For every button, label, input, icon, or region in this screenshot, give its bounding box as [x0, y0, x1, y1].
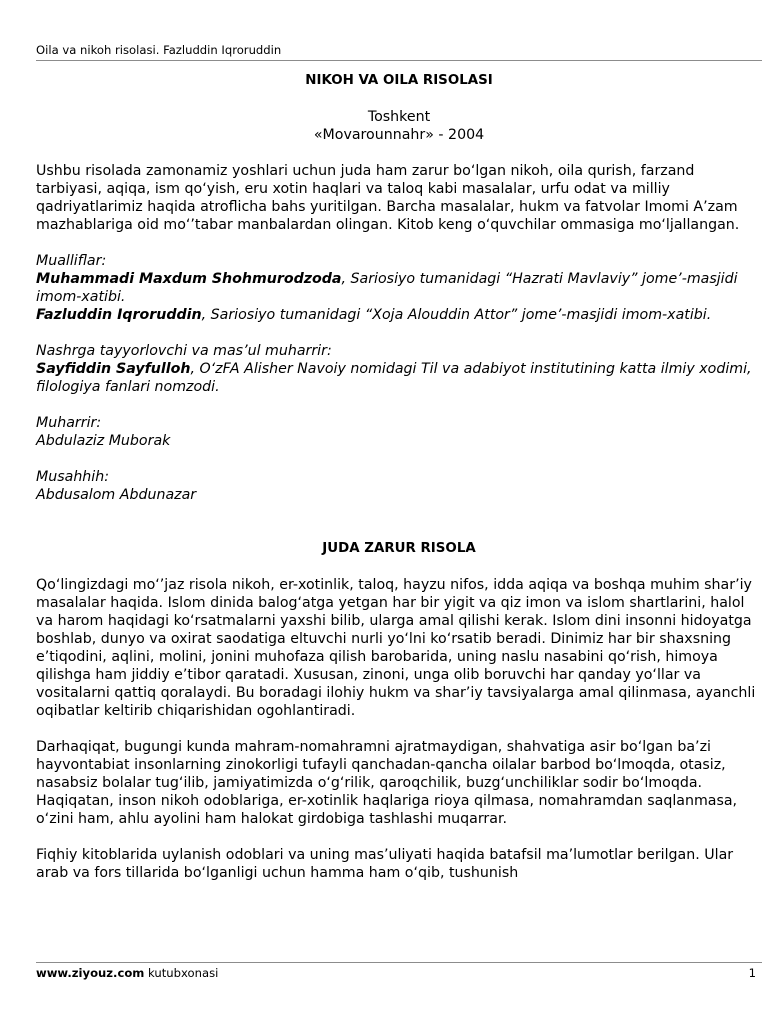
- document-title: NIKOH VA OILA RISOLASI: [305, 73, 493, 88]
- document-page: [36, 0, 762, 1024]
- authors-label: Mualliflar:: [36, 253, 107, 269]
- editor-label: Muharrir:: [36, 415, 102, 431]
- footer-divider: [36, 962, 762, 963]
- author-description: , Sariosiyo tumanidagi “Xoja Alouddin Attor” jome’-masjidi imom-xatibi.: [201, 307, 712, 323]
- body-paragraph: Fiqhiy kitoblarida uylanish odoblari va uning mas’uliyati haqida batafsil ma’lumotlar berilgan. Ular arab va fors tillarida bo‘lganligi uchun hamma ham o‘qib, tushunish: [36, 847, 734, 881]
- preparer-description: , O‘zFA Alisher Navoiy nomidagi Til va adabiyot institutining katta ilmiy xodimi, filologiya fanlari nomzodi.: [36, 361, 752, 395]
- author-name: Fazluddin Iqroruddin: [36, 307, 202, 323]
- author-entry: [36, 306, 762, 324]
- preparer-name: Sayfiddin Sayfulloh: [36, 361, 191, 377]
- footer-library-label: kutubxonasi: [144, 966, 219, 980]
- section-title: JUDA ZARUR RISOLA: [322, 541, 476, 556]
- corrector-label: Musahhih:: [36, 469, 110, 485]
- author-name: Muhammadi Maxdum Shohmurodzoda: [36, 271, 342, 287]
- page-number: 1: [748, 966, 756, 980]
- editor-name: Abdulaziz Muborak: [36, 433, 171, 449]
- page-content: [36, 72, 762, 882]
- running-header: Oila va nikoh risolasi. Fazluddin Iqroruddin: [36, 43, 282, 57]
- body-paragraph: Darhaqiqat, bugungi kunda mahram-nomahramni ajratmaydigan, shahvatiga asir bo‘lgan ba’zi hayvontabiat insonlarning zinokorligi tufayli qanchadan-qancha oilalar barbod bo‘lmoqda, otasiz, nasabsiz bolalar tug‘ilib, jamiyatimizda o‘g‘rilik, qaroqchilik, buzg‘unchiliklar sodir bo‘lmoqda. Haqiqatan, inson nikoh odoblariga, er-xotinlik haqlariga rioya qilmasa, nomahramdan saqlanmasa, o‘zini ham, ahlu ayolini ham halokat girdobiga tashlashi muqarrar.: [36, 739, 738, 827]
- author-entry: [36, 270, 762, 306]
- preparer-label: Nashrga tayyorlovchi va mas’ul muharrir:: [36, 343, 332, 359]
- footer-site-link[interactable]: www.ziyouz.com: [36, 966, 145, 980]
- intro-paragraph: Ushbu risolada zamonamiz yoshlari uchun juda ham zarur bo‘lgan nikoh, oila qurish, farzand tarbiyasi, aqiqa, ism qo‘yish, eru xotin haqlari va taloq kabi masalalar, urfu odat va milliy qadriyatlarimiz haqida atroflicha bahs yuritilgan. Barcha masalalar, hukm va fatvolar Imomi A’zam mazhablariga oid mo‘’tabar manbalardan olingan. Kitob keng o‘quvchilar ommasiga mo‘ljallangan.: [36, 163, 740, 233]
- publication-city: Toshkent: [367, 109, 431, 125]
- preparer-entry: [36, 360, 762, 396]
- header-divider: [36, 60, 762, 61]
- author-description: , Sariosiyo tumanidagi “Hazrati Mavlaviy” jome’-masjidi imom-xatibi.: [36, 271, 738, 305]
- body-paragraph: Qo‘lingizdagi mo‘’jaz risola nikoh, er-xotinlik, taloq, hayzu nifos, idda aqiqa va boshqa muhim shar’iy masalalar haqida. Islom dinida balog‘atga yetgan har bir yigit va qiz imon va islom shartlarini, halol va harom haqidagi ko‘rsatmalarni yaxshi bilib, ularga amal qilishi kerak. Islom dini insonni hidoyatga boshlab, dunyo va oxirat saodatiga eltuvchi nurli yo‘lni ko‘rsatib beradi. Dinimiz har bir shaxsning e’tiqodini, aqlini, molini, jonini muhofaza qilish barobarida, uning naslu nasabini qo‘rish, himoya qilishga ham jiddiy e’tibor qaratadi. Xususan, zinoni, unga olib boruvchi har qanday yo‘llar va vositalarni qattiq qoralaydi. Bu boradagi ilohiy hukm va shar’iy tavsiyalarga amal qilinmasa, ayanchli oqibatlar keltirib chiqarishidan ogohlantiradi.: [36, 577, 756, 719]
- corrector-name: Abdusalom Abdunazar: [36, 487, 197, 503]
- publication-publisher-year: «Movarounnahr» - 2004: [313, 127, 485, 143]
- page-footer: [36, 966, 762, 980]
